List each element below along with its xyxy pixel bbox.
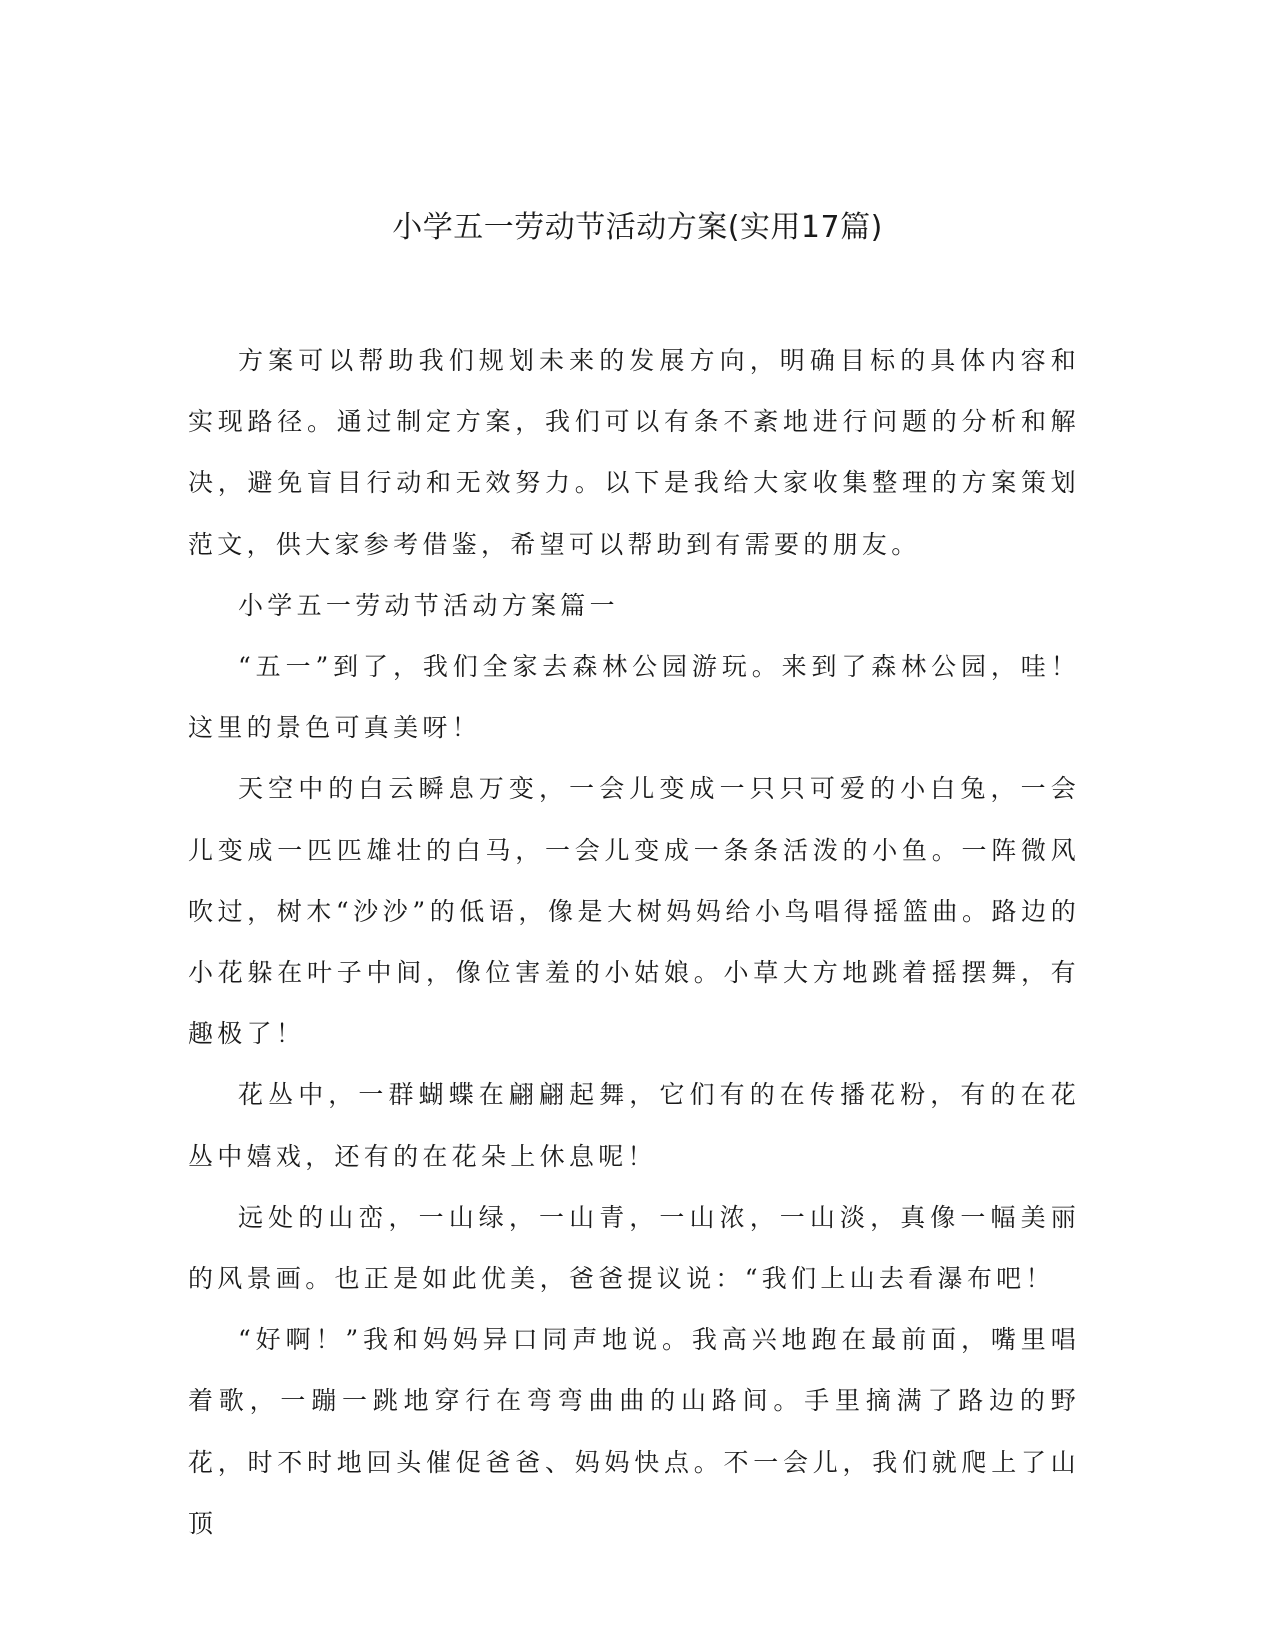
body-paragraph: 天空中的白云瞬息万变，一会儿变成一只只可爱的小白兔，一会儿变成一匹匹雄壮的白马，一会儿变成一条条活泼的小鱼。一阵微风吹过，树木“沙沙”的低语，像是大树妈妈给小鸟唱得摇篮曲。路边的小花躲在叶子中间，像位害羞的小姑娘。小草大方地跳着摇摆舞，有趣极了！ bbox=[188, 774, 1080, 1049]
intro-paragraph: 方案可以帮助我们规划未来的发展方向，明确目标的具体内容和实现路径。通过制定方案，我们可以有条不紊地进行问题的分析和解决，避免盲目行动和无效努力。以下是我给大家收集整理的方案策划范文，供大家参考借鉴，希望可以帮助到有需要的朋友。 bbox=[188, 346, 1080, 559]
body-paragraph: 花丛中，一群蝴蝶在翩翩起舞，它们有的在传播花粉，有的在花丛中嬉戏，还有的在花朵上休息呢！ bbox=[188, 1080, 1080, 1171]
body-paragraph: “好啊！”我和妈妈异口同声地说。我高兴地跑在最前面，嘴里唱着歌，一蹦一跳地穿行在弯弯曲曲的山路间。手里摘满了路边的野花，时不时地回头催促爸爸、妈妈快点。不一会儿，我们就爬上了山顶 bbox=[188, 1325, 1080, 1538]
document-title: 小学五一劳动节活动方案(实用17篇) bbox=[392, 210, 883, 245]
body-paragraph: 远处的山峦，一山绿，一山青，一山浓，一山淡，真像一幅美丽的风景画。也正是如此优美，爸爸提议说：“我们上山去看瀑布吧！ bbox=[188, 1202, 1080, 1294]
body-paragraph: “五一”到了，我们全家去森林公园游玩。来到了森林公园，哇！这里的景色可真美呀！ bbox=[188, 652, 1080, 743]
section-heading: 小学五一劳动节活动方案篇一 bbox=[238, 590, 619, 620]
document-body bbox=[188, 330, 1080, 1554]
